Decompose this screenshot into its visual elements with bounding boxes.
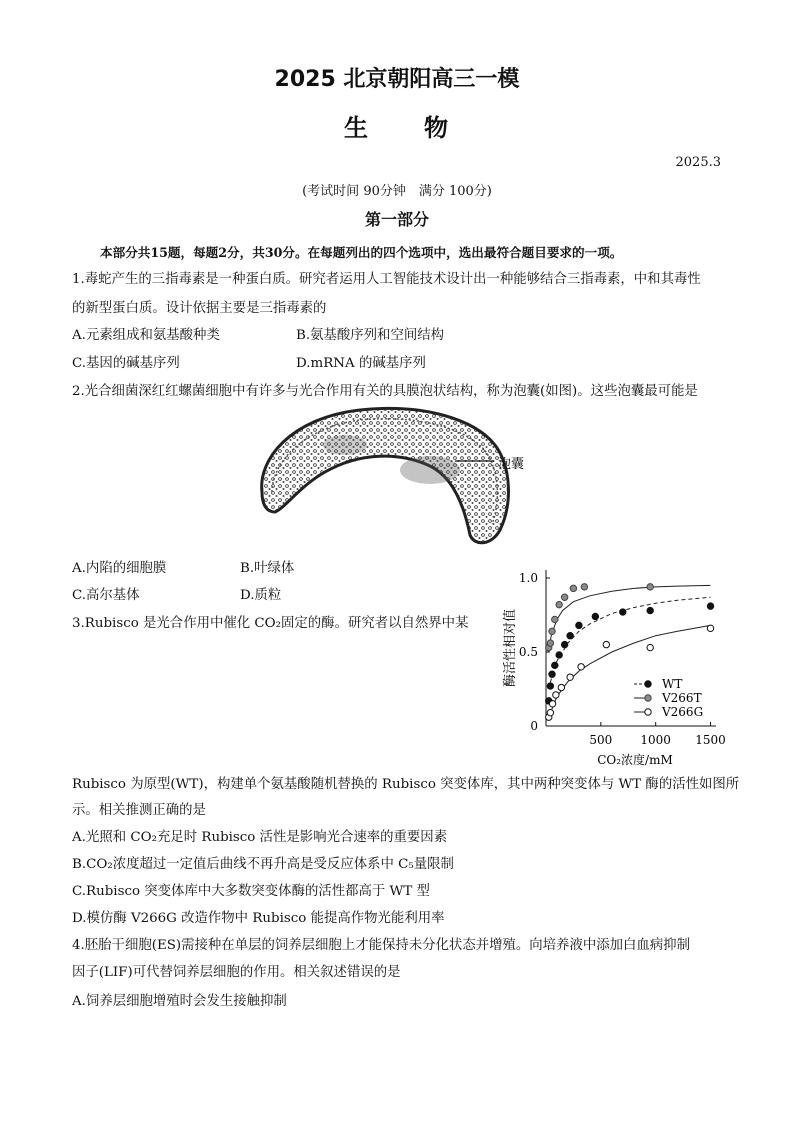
data-point-wt xyxy=(552,662,558,668)
legend-marker-v266t xyxy=(645,695,651,701)
q1-stem-line1: 1.毒蛇产生的三指毒素是一种蛋白质。研究者运用人工智能技术设计出一种能够结合三指毒素，中和其毒性 xyxy=(72,272,701,287)
data-point-v266t xyxy=(549,628,555,634)
data-point-v266g xyxy=(567,674,573,680)
data-point-v266t xyxy=(556,601,562,607)
q3-option-b: B.CO₂浓度超过一定值后曲线不再升高是受反应体系中 C₅量限制 xyxy=(72,857,454,872)
data-point-wt xyxy=(620,609,626,615)
legend-label-v266t: V266T xyxy=(662,691,702,705)
bacterium-dense-region xyxy=(323,435,367,455)
data-point-v266g xyxy=(647,644,653,650)
x-tick-label: 1000 xyxy=(640,733,671,747)
vesicle-label: 泡囊 xyxy=(498,457,525,472)
data-point-wt xyxy=(561,641,567,647)
instructions: 本部分共15题，每题2分，共30分。在每题列出的四个选项中，选出最符合题目要求的一项。 xyxy=(100,245,623,260)
legend-marker-wt xyxy=(645,681,651,687)
subject-char-1: 生 xyxy=(344,114,370,142)
exam-date: 2025.3 xyxy=(675,155,721,170)
q1-option-c: C.基因的碱基序列 xyxy=(72,356,180,371)
q3-option-a: A.光照和 CO₂充足时 Rubisco 活性是影响光合速率的重要因素 xyxy=(72,830,448,845)
data-point-wt xyxy=(647,607,653,613)
q1-option-b: B.氨基酸序列和空间结构 xyxy=(296,328,445,343)
data-point-v266t xyxy=(547,640,553,646)
x-axis-label: CO₂浓度/mM xyxy=(597,753,673,767)
data-point-v266t xyxy=(552,616,558,622)
subject-char-2: 物 xyxy=(424,114,450,142)
bacterium-dense-region xyxy=(400,456,460,484)
exam-time-info: (考试时间 90分钟 满分 100分) xyxy=(302,184,492,199)
exam-title: 2025 北京朝阳高三一模 xyxy=(274,67,520,92)
data-point-v266g xyxy=(578,664,584,670)
y-tick-label: 1.0 xyxy=(518,571,538,585)
subject-title xyxy=(0,108,794,143)
q4-option-a: A.饲养层细胞增殖时会发生接触抑制 xyxy=(72,994,287,1009)
data-point-v266t xyxy=(647,584,653,590)
q2-option-d: D.质粒 xyxy=(240,588,282,603)
x-tick-label: 500 xyxy=(589,733,613,747)
q3-stem-line2: Rubisco 为原型(WT)，构建单个氨基酸随机替换的 Rubisco 突变体库，其中两种突变体与 WT 酶的活性如图所 xyxy=(72,777,740,792)
q3-stem-line3: 示。相关推测正确的是 xyxy=(72,803,206,818)
q1-option-d: D.mRNA 的碱基序列 xyxy=(296,356,426,371)
q4-stem-line2: 因子(LIF)可代替饲养层细胞的作用。相关叙述错误的是 xyxy=(72,965,401,980)
q4-stem-line1: 4.胚胎干细胞(ES)需接种在单层的饲养层细胞上才能保持未分化状态并增殖。向培养液中添加白血病抑制 xyxy=(72,938,690,953)
data-point-v266g xyxy=(558,684,564,690)
series-curve-v266t xyxy=(548,585,710,652)
data-point-wt xyxy=(567,633,573,639)
data-point-wt xyxy=(547,683,553,689)
rubisco-activity-chart xyxy=(490,560,730,775)
legend-marker-v266g xyxy=(645,709,651,715)
data-point-wt xyxy=(556,652,562,658)
legend-label-wt: WT xyxy=(662,677,683,691)
data-point-wt xyxy=(592,613,598,619)
x-tick-label: 1500 xyxy=(695,733,726,747)
q3-stem-line1: 3.Rubisco 是光合作用中催化 CO₂固定的酶。研究者以自然界中某 xyxy=(72,616,469,631)
data-point-v266g xyxy=(603,641,609,647)
data-point-wt xyxy=(576,622,582,628)
bacterium-figure xyxy=(250,400,550,550)
data-point-v266g xyxy=(553,692,559,698)
q3-option-d: D.模仿酶 V266G 改造作物中 Rubisco 能提高作物光能利用率 xyxy=(72,911,445,926)
q1-stem-line2: 的新型蛋白质。设计依据主要是三指毒素的 xyxy=(72,301,327,316)
y-tick-label: 0 xyxy=(530,719,538,733)
q2-stem: 2.光合细菌深红红螺菌细胞中有许多与光合作用有关的具膜泡状结构，称为泡囊(如图)。这些泡囊最可能是 xyxy=(72,384,698,399)
data-point-v266g xyxy=(547,709,553,715)
q1-option-a: A.元素组成和氨基酸种类 xyxy=(72,328,220,343)
q3-option-c: C.Rubisco 突变体库中大多数突变体酶的活性都高于 WT 型 xyxy=(72,884,430,899)
data-point-wt xyxy=(549,671,555,677)
legend-label-v266g: V266G xyxy=(662,705,704,719)
q2-option-b: B.叶绿体 xyxy=(240,561,295,576)
y-tick-label: 0.5 xyxy=(518,645,538,659)
data-point-wt xyxy=(707,603,713,609)
data-point-v266t xyxy=(581,584,587,590)
bacterium-cell-body xyxy=(262,408,509,542)
q2-option-a: A.内陷的细胞膜 xyxy=(72,561,167,576)
data-point-v266t xyxy=(570,585,576,591)
y-axis-label: 酶活性相对值 xyxy=(503,608,518,688)
data-point-v266g xyxy=(707,625,713,631)
q2-option-c: C.高尔基体 xyxy=(72,588,140,603)
data-point-v266g xyxy=(549,701,555,707)
data-point-v266t xyxy=(561,594,567,600)
part-heading: 第一部分 xyxy=(364,210,429,229)
